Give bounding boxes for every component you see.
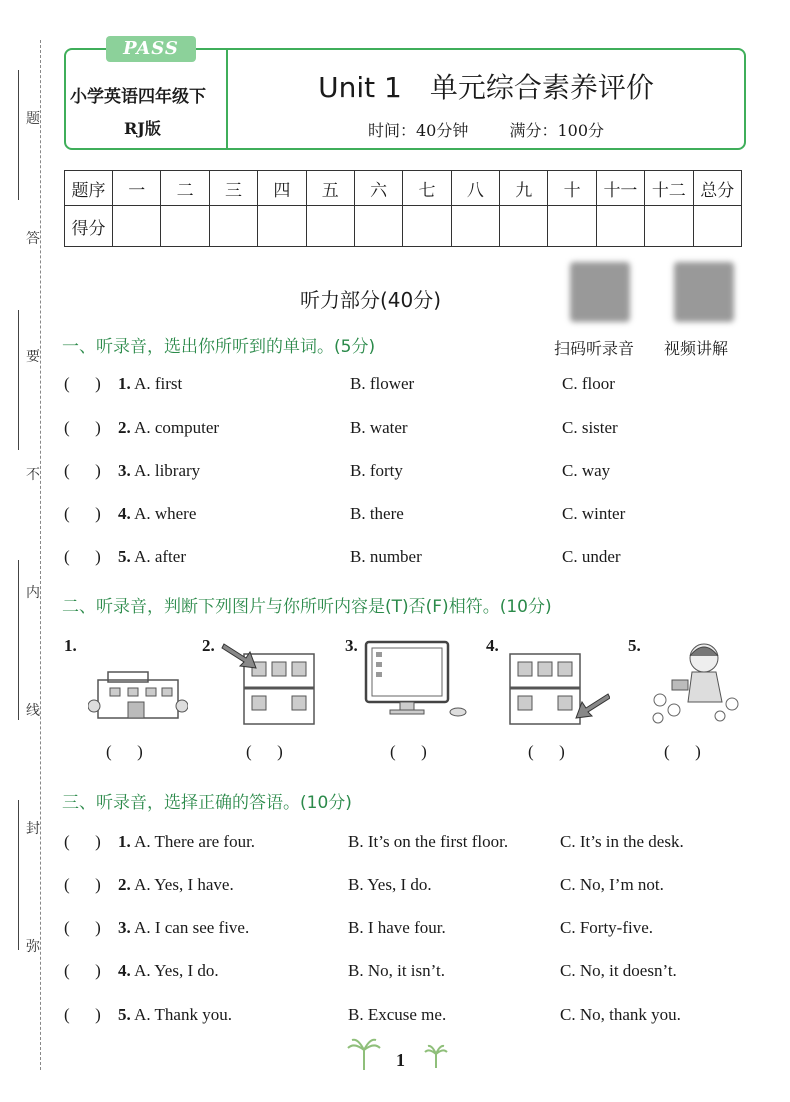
girl-watering-flowers-icon — [648, 638, 744, 726]
picture-number: 3. — [345, 636, 358, 655]
answer-blank[interactable]: ( ) — [64, 918, 101, 937]
score-cell: 四 — [258, 171, 306, 206]
margin-char: 答 — [26, 231, 40, 247]
margin-char: 要 — [26, 349, 40, 365]
question-number: 2. — [118, 875, 131, 894]
option-a: A. computer — [134, 418, 220, 437]
building-arrow-top-icon — [220, 640, 320, 726]
qr-code-audio-icon[interactable] — [570, 262, 630, 322]
margin-char: 封 — [26, 821, 40, 837]
option-a: A. first — [134, 374, 183, 393]
grade-label: 小学英语四年级下 — [70, 87, 206, 107]
score-cell: 九 — [500, 171, 548, 206]
section-1-title: 一、听录音，选出你所听到的单词。(5分) — [62, 337, 376, 357]
score-cell: 三 — [209, 171, 257, 206]
header-left-panel — [66, 38, 228, 148]
exam-meta — [236, 118, 736, 141]
answer-blank[interactable]: ( ) — [390, 742, 427, 761]
option-c: C. No, I’m not. — [560, 875, 664, 894]
option-b: B. water — [350, 418, 408, 437]
section-2-title: 二、听录音，判断下列图片与你所听内容是(T)否(F)相符。(10分) — [62, 597, 552, 617]
fill-line-school — [0, 560, 19, 720]
question-number: 1. — [118, 832, 131, 851]
margin-char: 内 — [26, 585, 40, 601]
building-arrow-bottom-icon — [500, 640, 610, 726]
question-number: 2. — [118, 418, 131, 437]
score-cell: 七 — [403, 171, 451, 206]
fill-line-name — [0, 70, 19, 200]
option-c: C. floor — [562, 374, 615, 393]
page-title: Unit 1 单元综合素养评价 — [318, 71, 654, 104]
section-3-title: 三、听录音，选择正确的答语。(10分) — [62, 793, 352, 813]
palm-tree-right-icon — [424, 1044, 448, 1070]
option-a: A. I can see five. — [134, 918, 250, 937]
score-input-cell[interactable] — [645, 206, 693, 247]
header-box — [64, 38, 746, 150]
picture-number: 4. — [486, 636, 499, 655]
score-table — [64, 170, 742, 247]
page-number: 1 — [396, 1050, 405, 1070]
option-c: C. Forty-five. — [560, 918, 654, 937]
answer-blank[interactable]: ( ) — [64, 961, 101, 980]
option-a: A. Yes, I have. — [134, 875, 234, 894]
option-b: B. Excuse me. — [348, 1005, 447, 1024]
margin-char: 题 — [26, 111, 40, 127]
qr-audio-label: 扫码听录音 — [554, 339, 635, 358]
score-table-header-row — [65, 171, 742, 206]
score-input-cell[interactable] — [596, 206, 644, 247]
score-input-cell[interactable] — [403, 206, 451, 247]
qr-video-label: 视频讲解 — [664, 339, 729, 358]
score-cell: 八 — [451, 171, 499, 206]
option-b: B. there — [350, 504, 404, 523]
binding-dashed-line — [40, 40, 41, 1070]
answer-blank[interactable]: ( ) — [664, 742, 701, 761]
option-a: A. after — [134, 547, 186, 566]
option-c: C. sister — [562, 418, 618, 437]
question-number: 3. — [118, 461, 131, 480]
margin-char: 不 — [26, 467, 40, 483]
option-b: B. I have four. — [348, 918, 446, 937]
answer-blank[interactable]: ( ) — [528, 742, 565, 761]
answer-blank[interactable]: ( ) — [64, 418, 101, 437]
option-c: C. No, it doesn’t. — [560, 961, 677, 980]
score-cell: 十 — [548, 171, 596, 206]
score-input-cell[interactable] — [451, 206, 499, 247]
score-cell: 题序 — [65, 171, 113, 206]
option-c: C. under — [562, 547, 621, 566]
question-number: 1. — [118, 374, 131, 393]
listening-part-title: 听力部分(40分) — [300, 288, 442, 312]
answer-blank[interactable]: ( ) — [64, 374, 101, 393]
option-a: A. Yes, I do. — [134, 961, 219, 980]
answer-blank[interactable]: ( ) — [64, 547, 101, 566]
option-a: A. library — [134, 461, 201, 480]
margin-char: 线 — [26, 703, 40, 719]
time-label: 时间：40分钟 — [367, 121, 469, 140]
option-c: C. winter — [562, 504, 626, 523]
score-cell: 二 — [161, 171, 209, 206]
score-input-cell[interactable] — [354, 206, 402, 247]
question-number: 5. — [118, 547, 131, 566]
option-c: C. It’s in the desk. — [560, 832, 684, 851]
score-row-label: 得分 — [65, 206, 113, 247]
option-c: C. way — [562, 461, 611, 480]
question-number: 4. — [118, 961, 131, 980]
score-cell: 十二 — [645, 171, 693, 206]
answer-blank[interactable]: ( ) — [64, 875, 101, 894]
building-icon — [88, 662, 188, 722]
score-input-cell[interactable] — [113, 206, 161, 247]
score-cell: 六 — [354, 171, 402, 206]
score-cell: 五 — [306, 171, 354, 206]
question-number: 4. — [118, 504, 131, 523]
fill-line-class — [0, 310, 19, 450]
palm-tree-left-icon — [346, 1036, 382, 1072]
pass-logo: PASS — [106, 36, 196, 62]
score-cell: 十一 — [596, 171, 644, 206]
score-input-cell[interactable] — [258, 206, 306, 247]
answer-blank[interactable]: ( ) — [64, 832, 101, 851]
edition-label: RJ版 — [124, 119, 161, 138]
full-score-label: 满分：100分 — [509, 121, 604, 140]
score-input-cell[interactable] — [693, 206, 742, 247]
option-c: C. No, thank you. — [560, 1005, 681, 1024]
score-input-cell[interactable] — [500, 206, 548, 247]
option-a: A. where — [134, 504, 197, 523]
score-input-cell[interactable] — [548, 206, 596, 247]
answer-blank[interactable]: ( ) — [64, 1005, 101, 1024]
score-input-cell[interactable] — [306, 206, 354, 247]
option-a: A. There are four. — [134, 832, 256, 851]
computer-monitor-icon — [362, 640, 472, 720]
score-input-cell[interactable] — [209, 206, 257, 247]
picture-number: 5. — [628, 636, 641, 655]
score-table-score-row — [65, 206, 742, 247]
answer-blank[interactable]: ( ) — [64, 461, 101, 480]
score-input-cell[interactable] — [161, 206, 209, 247]
question-number: 5. — [118, 1005, 131, 1024]
option-a: A. Thank you. — [134, 1005, 232, 1024]
option-b: B. forty — [350, 461, 403, 480]
option-b: B. number — [350, 547, 422, 566]
picture-number: 2. — [202, 636, 215, 655]
answer-blank[interactable]: ( ) — [64, 504, 101, 523]
option-b: B. No, it isn’t. — [348, 961, 445, 980]
answer-blank[interactable]: ( ) — [106, 742, 143, 761]
option-b: B. flower — [350, 374, 415, 393]
option-b: B. Yes, I do. — [348, 875, 432, 894]
question-number: 3. — [118, 918, 131, 937]
fill-line-number — [0, 800, 19, 950]
answer-blank[interactable]: ( ) — [246, 742, 283, 761]
qr-code-video-icon[interactable] — [674, 262, 734, 322]
option-b: B. It’s on the first floor. — [348, 832, 509, 851]
picture-number: 1. — [64, 636, 77, 655]
margin-char: 弥 — [26, 939, 40, 955]
score-cell: 总分 — [693, 171, 742, 206]
score-cell: 一 — [113, 171, 161, 206]
